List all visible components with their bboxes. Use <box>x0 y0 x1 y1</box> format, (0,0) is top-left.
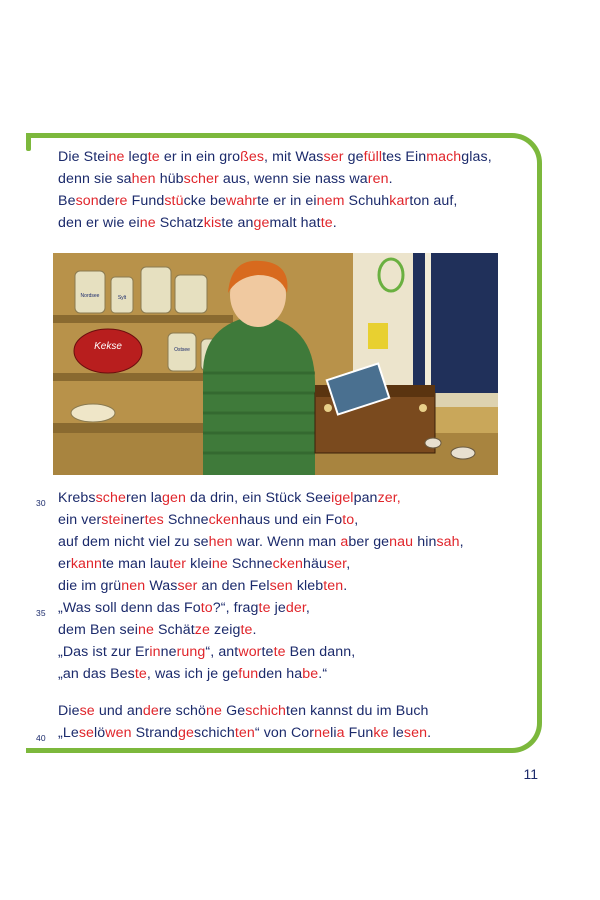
highlighted-syllable: ne <box>206 703 223 719</box>
highlighted-syllable: re <box>114 193 128 209</box>
text-segment: häu <box>302 556 327 572</box>
text-segment: . <box>332 215 337 231</box>
text-line <box>36 487 538 509</box>
highlighted-syllable: te <box>258 600 271 616</box>
text-segment: glas, <box>461 149 492 165</box>
text-segment: ner <box>123 512 145 528</box>
highlighted-syllable: füll <box>363 149 383 165</box>
highlighted-syllable: tes <box>144 512 164 528</box>
highlighted-syllable: ten <box>234 725 255 741</box>
yellow-boots <box>368 323 388 349</box>
text-segment: war. Wenn man <box>232 534 341 550</box>
text-segment: de <box>98 193 115 209</box>
highlighted-syllable: cken <box>208 512 239 528</box>
text-segment: , <box>354 512 359 528</box>
highlighted-syllable: ne <box>137 622 154 638</box>
text-segment: cke be <box>183 193 226 209</box>
glass-jar <box>175 275 207 313</box>
text-segment: lö <box>94 725 106 741</box>
highlighted-syllable: se <box>78 725 94 741</box>
text-segment: denn sie sa <box>58 171 132 187</box>
text-segment: , mit Was <box>264 149 324 165</box>
highlighted-syllable: te <box>147 149 160 165</box>
text-segment: klei <box>186 556 212 572</box>
glass-jar <box>75 271 105 313</box>
text-line <box>58 663 538 685</box>
boy-green-sweater <box>203 315 315 475</box>
text-line <box>58 553 538 575</box>
highlighted-syllable: te <box>134 666 147 682</box>
text-segment: te <box>261 644 274 660</box>
highlighted-syllable: te <box>273 644 286 660</box>
text-segment: te er in ei <box>257 193 317 209</box>
highlighted-syllable: ge <box>253 215 270 231</box>
highlighted-syllable: ten <box>323 578 344 594</box>
text-segment: Schuh <box>344 193 390 209</box>
text-line <box>58 619 538 641</box>
text-segment: , <box>305 600 310 616</box>
text-segment: ein ver <box>58 512 102 528</box>
highlighted-syllable: ne <box>108 149 125 165</box>
highlighted-syllable: sen <box>269 578 293 594</box>
highlighted-syllable: kis <box>203 215 222 231</box>
paragraph-3 <box>36 700 538 744</box>
text-segment: Fund <box>127 193 165 209</box>
text-line <box>58 509 538 531</box>
text-segment: ber ge <box>348 534 390 550</box>
text-segment: li <box>330 725 337 741</box>
paragraph-1 <box>58 146 538 234</box>
text-segment: Schne <box>163 512 209 528</box>
text-segment: “ von Cor <box>254 725 315 741</box>
highlighted-syllable: ge <box>178 725 195 741</box>
highlighted-syllable: scher <box>183 171 219 187</box>
text-segment: ge <box>343 149 364 165</box>
text-segment: Be <box>58 193 76 209</box>
highlighted-syllable: a <box>336 725 345 741</box>
glass-jar <box>168 333 196 371</box>
text-segment: „Was soll denn das Fo <box>58 600 201 616</box>
jar-label-ostsee: Ostsee <box>174 347 190 353</box>
glass-jar <box>141 267 171 313</box>
text-segment: den ha <box>258 666 303 682</box>
line-number: 35 <box>36 608 46 618</box>
text-segment: dem Ben sei <box>58 622 138 638</box>
text-segment: hüb <box>155 171 184 187</box>
highlighted-syllable: to <box>200 600 213 616</box>
text-segment: kleb <box>292 578 324 594</box>
shell-dish <box>71 404 115 422</box>
text-line <box>58 531 538 553</box>
highlighted-syllable: cken <box>272 556 303 572</box>
text-line <box>58 212 538 234</box>
text-segment: te an <box>221 215 254 231</box>
highlighted-syllable: wen <box>105 725 132 741</box>
highlighted-syllable: fun <box>238 666 259 682</box>
highlighted-syllable: kann <box>70 556 102 572</box>
text-segment: Strand <box>131 725 179 741</box>
text-segment: Schät <box>153 622 195 638</box>
text-line <box>58 641 538 663</box>
text-segment: ren la <box>125 490 163 506</box>
text-segment: an den Fel <box>197 578 270 594</box>
highlighted-syllable: der <box>285 600 306 616</box>
text-segment: . <box>252 622 257 638</box>
highlighted-syllable: ke <box>373 725 389 741</box>
text-line <box>58 168 538 190</box>
highlighted-syllable: se <box>79 703 95 719</box>
text-segment: Ben dann, <box>285 644 356 660</box>
text-segment: die im grü <box>58 578 122 594</box>
page-number: 11 <box>523 766 538 782</box>
highlighted-syllable: be <box>302 666 319 682</box>
text-segment: zeig <box>209 622 241 638</box>
highlighted-syllable: gen <box>162 490 187 506</box>
text-segment: „Le <box>58 725 79 741</box>
jar-label-sylt: Sylt <box>117 295 127 301</box>
highlighted-syllable: schich <box>245 703 287 719</box>
text-segment: Krebs <box>58 490 96 506</box>
text-segment: .“ <box>318 666 328 682</box>
highlighted-syllable: te <box>240 622 253 638</box>
highlighted-syllable: te <box>320 215 333 231</box>
highlighted-syllable: wor <box>238 644 262 660</box>
text-segment: je <box>270 600 286 616</box>
text-segment: , was ich je ge <box>146 666 239 682</box>
highlighted-syllable: sche <box>95 490 126 506</box>
highlighted-syllable: nau <box>389 534 414 550</box>
text-line <box>58 146 538 168</box>
text-line <box>36 722 538 744</box>
text-line <box>58 700 538 722</box>
highlighted-syllable: sen <box>403 725 428 741</box>
text-segment: „Das ist zur Er <box>58 644 150 660</box>
text-segment: Was <box>145 578 178 594</box>
highlighted-syllable: de <box>142 703 159 719</box>
text-line <box>58 190 538 212</box>
highlighted-syllable: a <box>340 534 349 550</box>
highlighted-syllable: ne <box>139 215 156 231</box>
text-segment: ?“, frag <box>212 600 259 616</box>
text-segment: er in ein gro <box>159 149 241 165</box>
highlighted-syllable: zer, <box>377 490 401 506</box>
highlighted-syllable: in <box>149 644 161 660</box>
text-segment: Die Stei <box>58 149 109 165</box>
text-segment: leg <box>124 149 148 165</box>
glass-jar <box>111 277 133 313</box>
text-segment: Ge <box>222 703 246 719</box>
highlighted-syllable: ßes <box>240 149 265 165</box>
highlighted-syllable: hen <box>208 534 233 550</box>
highlighted-syllable: to <box>342 512 355 528</box>
text-segment: auf dem nicht viel zu se <box>58 534 209 550</box>
snail-shell <box>451 447 475 459</box>
shell <box>425 438 441 448</box>
highlighted-syllable: ter <box>169 556 187 572</box>
text-line <box>36 597 538 619</box>
highlighted-syllable: ne <box>211 556 228 572</box>
text-segment: ton auf, <box>409 193 458 209</box>
text-segment: . <box>427 725 432 741</box>
highlighted-syllable: ren <box>367 171 389 187</box>
text-segment: ten kannst du im Buch <box>286 703 429 719</box>
highlighted-syllable: stei <box>101 512 124 528</box>
text-segment: pan <box>353 490 378 506</box>
text-segment: tes Ein <box>382 149 427 165</box>
highlighted-syllable: ne <box>314 725 331 741</box>
text-segment: te man lau <box>102 556 170 572</box>
text-segment: da drin, ein Stück See <box>186 490 332 506</box>
text-segment: “, ant <box>205 644 239 660</box>
highlighted-syllable: nem <box>316 193 345 209</box>
text-segment: . <box>388 171 393 187</box>
text-segment: und an <box>94 703 143 719</box>
text-segment: malt hat <box>269 215 321 231</box>
text-segment: Die <box>58 703 80 719</box>
highlighted-syllable: son <box>75 193 99 209</box>
highlighted-syllable: ser <box>326 556 347 572</box>
text-segment: Schatz <box>155 215 204 231</box>
illustration-boy-with-treasure-box <box>53 253 498 475</box>
highlighted-syllable: mach <box>426 149 462 165</box>
highlighted-syllable: rung <box>176 644 206 660</box>
text-line <box>58 575 538 597</box>
tin-label: Kekse <box>94 341 122 352</box>
text-segment: re schö <box>158 703 207 719</box>
highlighted-syllable: kar <box>389 193 410 209</box>
highlighted-syllable: hen <box>131 171 156 187</box>
text-segment: hin <box>413 534 437 550</box>
highlighted-syllable: wahr <box>225 193 258 209</box>
line-number: 40 <box>36 733 46 743</box>
text-segment: aus, wenn sie nass wa <box>218 171 368 187</box>
green-frame-stub <box>26 133 31 151</box>
text-segment: Fun <box>344 725 374 741</box>
highlighted-syllable: stü <box>164 193 184 209</box>
paragraph-2 <box>36 487 538 685</box>
text-segment: le <box>388 725 404 741</box>
text-segment: schich <box>194 725 235 741</box>
highlighted-syllable: ser <box>323 149 344 165</box>
highlighted-syllable: nen <box>121 578 146 594</box>
highlighted-syllable: sah <box>436 534 460 550</box>
text-segment: Schne <box>227 556 273 572</box>
text-segment: ne <box>160 644 177 660</box>
highlighted-syllable: igel <box>331 490 354 506</box>
text-segment: , <box>459 534 464 550</box>
text-segment: , <box>346 556 351 572</box>
text-segment: . <box>343 578 348 594</box>
highlighted-syllable: ser <box>177 578 198 594</box>
highlighted-syllable: ze <box>194 622 210 638</box>
text-segment: den er wie ei <box>58 215 140 231</box>
text-segment: er <box>58 556 71 572</box>
text-segment: haus und ein Fo <box>238 512 343 528</box>
jar-label-nordsee: Nordsee <box>80 293 100 299</box>
text-segment: „an das Bes <box>58 666 135 682</box>
line-number: 30 <box>36 498 46 508</box>
